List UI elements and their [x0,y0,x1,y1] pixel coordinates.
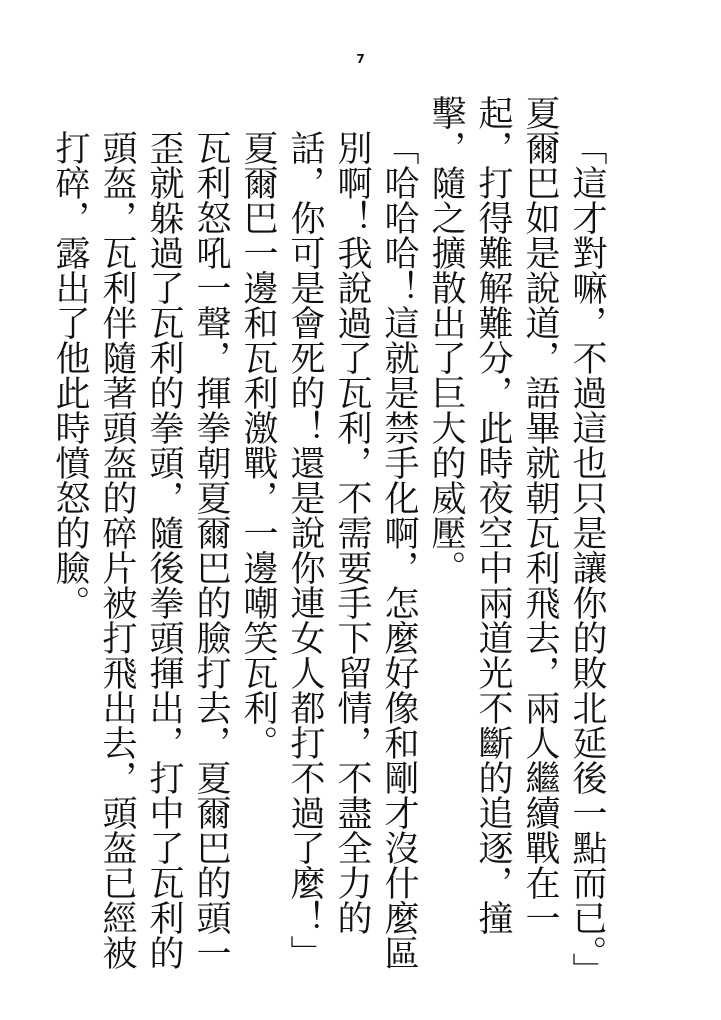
paragraph: 夏爾巴如是說道，語畢就朝瓦利飛去，兩人繼續戰在一起，打得難解難分，此時夜空中兩道光不斷的追逐，撞擊，隨之擴散出了巨大的威壓。 [426,95,560,935]
paragraph: 夏爾巴一邊和瓦利激戰，一邊嘲笑瓦利。 [238,130,278,760]
page-number: 7 [356,52,365,66]
body-text [50,95,610,988]
paragraph: 「哈哈哈！這就是禁手化啊，怎麼好像和剛才沒什麼區別啊！我說過了瓦利，不需要手下留情，不盡全力的話，你可是會死的！還是說你連女人都打不過了麼！」 [285,130,419,970]
paragraph: 「這才對嘛，不過這也只是讓你的敗北延後一點而已。」 [567,130,607,988]
paragraph: 瓦利怒吼一聲，揮拳朝夏爾巴的臉打去，夏爾巴的頭一歪就躲過了瓦利的拳頭，隨後拳頭揮出，打中了瓦利的頭盔，瓦利伴隨著頭盔的碎片被打飛出去，頭盔已經被打碎，露出了他此時憤怒的臉。 [50,130,231,970]
